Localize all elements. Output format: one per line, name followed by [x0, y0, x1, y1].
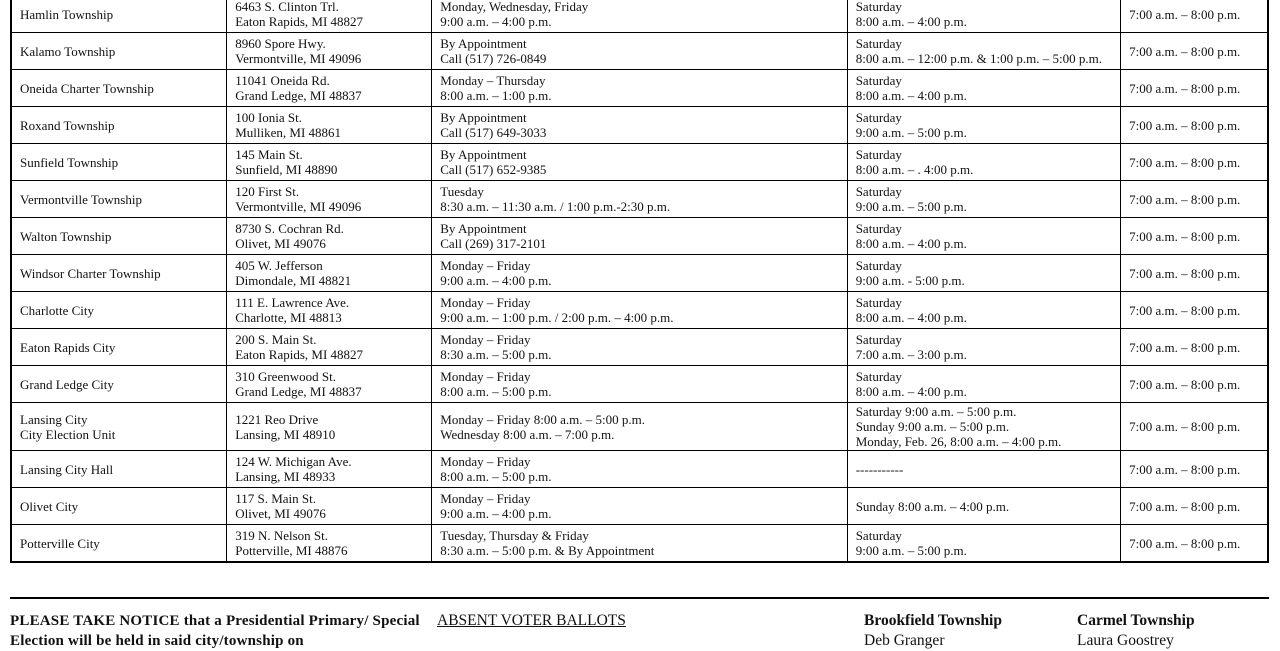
weekday-hours-line: Monday – Friday — [440, 369, 531, 384]
clerk-office-name-cell — [11, 488, 227, 525]
office-address-cell — [227, 33, 432, 70]
clerk-office-name-line: Potterville City — [20, 535, 100, 551]
election-day-hours-cell — [1121, 292, 1268, 329]
election-day-hours-cell — [1121, 181, 1268, 218]
section-divider — [10, 597, 1269, 599]
weekday-hours-cell — [432, 366, 847, 403]
election-day-hours-cell — [1121, 107, 1268, 144]
weekend-hours-cell — [847, 181, 1120, 218]
weekend-hours-line: 8:00 a.m. – 12:00 p.m. & 1:00 p.m. – 5:00 p.m. — [855, 51, 1102, 66]
weekend-hours-cell — [847, 218, 1120, 255]
weekend-hours-line: Saturday — [855, 184, 902, 199]
office-address-line: Eaton Rapids, MI 48827 — [235, 14, 364, 29]
weekday-hours-line: Monday – Friday — [440, 454, 531, 469]
office-address-cell — [227, 292, 432, 329]
weekend-hours-cell — [847, 255, 1120, 292]
office-address-line: Potterville, MI 48876 — [235, 543, 348, 558]
weekday-hours-line: 9:00 a.m. – 4:00 p.m. — [440, 273, 552, 288]
election-day-hours: 7:00 a.m. – 8:00 p.m. — [1129, 191, 1241, 207]
office-address-line: Mulliken, MI 48861 — [235, 125, 342, 140]
election-day-hours: 7:00 a.m. – 8:00 p.m. — [1129, 535, 1241, 551]
weekday-hours-line: 8:30 a.m. – 5:00 p.m. & By Appointment — [440, 543, 655, 558]
weekday-hours-cell — [432, 329, 847, 366]
weekend-hours-cell — [847, 488, 1120, 525]
weekday-hours-line: Tuesday — [440, 184, 484, 199]
election-day-hours-cell — [1121, 218, 1268, 255]
table-row — [11, 70, 1268, 107]
weekday-hours-line: Monday – Friday — [440, 491, 531, 506]
weekend-hours-line: ----------- — [855, 461, 904, 477]
weekday-hours-line: 8:30 a.m. – 11:30 a.m. / 1:00 p.m.-2:30 p.m. — [440, 199, 671, 214]
table-row — [11, 329, 1268, 366]
election-day-hours-cell — [1121, 488, 1268, 525]
office-address-line: Charlotte, MI 48813 — [235, 310, 342, 325]
weekday-hours-line: Call (517) 726-0849 — [440, 51, 547, 66]
office-address-line: Eaton Rapids, MI 48827 — [235, 347, 364, 362]
weekday-hours-cell — [432, 292, 847, 329]
table-row — [11, 107, 1268, 144]
election-day-hours: 7:00 a.m. – 8:00 p.m. — [1129, 339, 1241, 355]
office-address-line: Lansing, MI 48910 — [235, 426, 336, 442]
weekday-hours-line: Call (517) 649-3033 — [440, 125, 547, 140]
clerk-office-name-cell — [11, 255, 227, 292]
weekday-hours-line: Monday – Friday — [440, 258, 531, 273]
weekend-hours-line: Saturday — [855, 0, 902, 14]
office-address-line: 200 S. Main St. — [235, 332, 317, 347]
office-address-line: 124 W. Michigan Ave. — [235, 454, 352, 469]
clerk-office-name-cell — [11, 0, 227, 33]
office-address-line: Sunfield, MI 48890 — [235, 162, 338, 177]
weekend-hours-line: Monday, Feb. 26, 8:00 a.m. – 4:00 p.m. — [855, 434, 1062, 449]
weekend-hours-cell — [847, 403, 1120, 451]
weekend-hours-cell — [847, 144, 1120, 181]
weekday-hours-line: By Appointment — [440, 221, 527, 236]
office-address-line: 120 First St. — [235, 184, 300, 199]
weekend-hours-cell — [847, 292, 1120, 329]
clerk-office-name-line: Walton Township — [20, 228, 112, 244]
election-day-hours: 7:00 a.m. – 8:00 p.m. — [1129, 419, 1241, 434]
office-address-line: Vermontville, MI 49096 — [235, 51, 362, 66]
office-address-line: 6463 S. Clinton Trl. — [235, 0, 339, 14]
clerk-office-name-line: Grand Ledge City — [20, 376, 114, 392]
weekday-hours-line: 8:00 a.m. – 5:00 p.m. — [440, 384, 552, 399]
election-day-hours-cell — [1121, 144, 1268, 181]
clerk-office-name-cell — [11, 403, 227, 451]
table-row — [11, 451, 1268, 488]
office-address-cell — [227, 255, 432, 292]
office-address-line: 145 Main St. — [235, 147, 303, 162]
clerk-office-name-cell — [11, 366, 227, 403]
table-row — [11, 403, 1268, 451]
clerk-office-name-cell — [11, 329, 227, 366]
election-day-hours-cell — [1121, 525, 1268, 563]
clerk-name: Deb Granger — [864, 632, 945, 649]
office-address-line: 111 E. Lawrence Ave. — [235, 295, 350, 310]
weekend-hours-line: Saturday — [855, 147, 902, 162]
weekday-hours-cell — [432, 488, 847, 525]
weekend-hours-cell — [847, 33, 1120, 70]
weekend-hours-line: 9:00 a.m. – 5:00 p.m. — [855, 543, 967, 558]
weekend-hours-cell — [847, 0, 1120, 33]
weekend-hours-line: Saturday — [855, 295, 902, 310]
election-day-hours-cell — [1121, 33, 1268, 70]
weekend-hours-line: Sunday 8:00 a.m. – 4:00 p.m. — [855, 498, 1010, 514]
table-row — [11, 144, 1268, 181]
office-address-line: Grand Ledge, MI 48837 — [235, 88, 362, 103]
weekday-hours-line: Wednesday 8:00 a.m. – 7:00 p.m. — [440, 426, 615, 442]
clerk-name: Laura Goostrey — [1077, 632, 1174, 649]
clerk-office-name-line: Lansing City Hall — [20, 461, 114, 477]
voting-hours-table — [10, 0, 1269, 563]
clerk-office-name-line: Kalamo Township — [20, 43, 116, 59]
office-address-line: 11041 Oneida Rd. — [235, 73, 330, 88]
office-address-cell — [227, 451, 432, 488]
clerk-contact — [1077, 611, 1195, 651]
weekend-hours-line: Sunday 9:00 a.m. – 5:00 p.m. — [855, 419, 1010, 434]
clerk-office-name-cell — [11, 181, 227, 218]
election-day-hours-cell — [1121, 366, 1268, 403]
clerk-office-name-cell — [11, 292, 227, 329]
election-day-hours: 7:00 a.m. – 8:00 p.m. — [1129, 302, 1241, 318]
weekday-hours-line: Monday – Thursday — [440, 73, 546, 88]
table-row — [11, 366, 1268, 403]
table-row — [11, 292, 1268, 329]
clerk-office-name-line: Roxand Township — [20, 117, 115, 133]
office-address-line: Olivet, MI 49076 — [235, 506, 326, 521]
weekend-hours-line: Saturday — [855, 332, 902, 347]
table-row — [11, 255, 1268, 292]
election-day-hours: 7:00 a.m. – 8:00 p.m. — [1129, 498, 1241, 514]
office-address-cell — [227, 218, 432, 255]
weekday-hours-line: By Appointment — [440, 36, 527, 51]
weekend-hours-line: Saturday — [855, 73, 902, 88]
election-day-hours: 7:00 a.m. – 8:00 p.m. — [1129, 43, 1241, 59]
weekday-hours-cell — [432, 403, 847, 451]
weekday-hours-line: 8:00 a.m. – 1:00 p.m. — [440, 88, 552, 103]
weekday-hours-line: By Appointment — [440, 147, 527, 162]
clerk-township: Brookfield Township — [864, 612, 1002, 629]
weekend-hours-line: 8:00 a.m. – 4:00 p.m. — [855, 384, 967, 399]
table-row — [11, 218, 1268, 255]
office-address-line: 100 Ionia St. — [235, 110, 303, 125]
clerk-office-name-line: Oneida Charter Township — [20, 80, 154, 96]
office-address-line: Dimondale, MI 48821 — [235, 273, 352, 288]
weekend-hours-line: Saturday — [855, 528, 902, 543]
table-row — [11, 525, 1268, 563]
clerk-office-name-cell — [11, 218, 227, 255]
clerk-office-name-cell — [11, 33, 227, 70]
office-address-line: 8730 S. Cochran Rd. — [235, 221, 344, 236]
weekday-hours-line: By Appointment — [440, 110, 527, 125]
clerk-office-name-line: Lansing City — [20, 411, 88, 427]
office-address-line: 117 S. Main St. — [235, 491, 316, 506]
weekend-hours-cell — [847, 107, 1120, 144]
weekend-hours-line: Saturday — [855, 36, 902, 51]
clerk-office-name-line: Charlotte City — [20, 302, 95, 318]
election-day-hours-cell — [1121, 451, 1268, 488]
weekend-hours-line: 8:00 a.m. – 4:00 p.m. — [855, 88, 967, 103]
office-address-cell — [227, 525, 432, 563]
weekday-hours-line: 8:30 a.m. – 5:00 p.m. — [440, 347, 552, 362]
office-address-cell — [227, 70, 432, 107]
weekday-hours-line: Call (269) 317-2101 — [440, 236, 547, 251]
weekday-hours-line: 9:00 a.m. – 1:00 p.m. / 2:00 p.m. – 4:00 p.m. — [440, 310, 674, 325]
clerk-office-name-cell — [11, 525, 227, 563]
weekend-hours-line: 8:00 a.m. – 4:00 p.m. — [855, 310, 967, 325]
election-day-hours-cell — [1121, 255, 1268, 292]
weekday-hours-cell — [432, 525, 847, 563]
weekend-hours-cell — [847, 70, 1120, 107]
election-day-hours: 7:00 a.m. – 8:00 p.m. — [1129, 461, 1241, 477]
election-day-hours: 7:00 a.m. – 8:00 p.m. — [1129, 154, 1241, 170]
table-row — [11, 181, 1268, 218]
clerk-office-name-line: Sunfield Township — [20, 154, 119, 170]
weekend-hours-cell — [847, 329, 1120, 366]
office-address-cell — [227, 329, 432, 366]
office-address-line: 8960 Spore Hwy. — [235, 36, 326, 51]
clerk-contact — [864, 611, 1002, 651]
weekday-hours-cell — [432, 255, 847, 292]
table-row — [11, 488, 1268, 525]
weekday-hours-line: Monday – Friday — [440, 332, 531, 347]
weekend-hours-line: 7:00 a.m. – 3:00 p.m. — [855, 347, 967, 362]
election-day-hours-cell — [1121, 70, 1268, 107]
election-notice: PLEASE TAKE NOTICE that a Presidential Primary/ Special Election will be held in said city/township on — [10, 613, 420, 649]
election-day-hours: 7:00 a.m. – 8:00 p.m. — [1129, 6, 1241, 22]
weekend-hours-line: Saturday 9:00 a.m. – 5:00 p.m. — [855, 404, 1017, 419]
office-address-line: Vermontville, MI 49096 — [235, 199, 362, 214]
office-address-cell — [227, 366, 432, 403]
office-address-line: 405 W. Jefferson — [235, 258, 323, 273]
weekend-hours-line: Saturday — [855, 110, 902, 125]
election-day-hours-cell — [1121, 403, 1268, 451]
weekend-hours-cell — [847, 451, 1120, 488]
clerk-office-name-line: Hamlin Township — [20, 6, 114, 22]
weekend-hours-line: 8:00 a.m. – . 4:00 p.m. — [855, 162, 974, 177]
weekday-hours-cell — [432, 70, 847, 107]
weekend-hours-cell — [847, 525, 1120, 563]
office-address-cell — [227, 0, 432, 33]
office-address-cell — [227, 181, 432, 218]
weekend-hours-line: 8:00 a.m. – 4:00 p.m. — [855, 14, 967, 29]
weekday-hours-line: 9:00 a.m. – 4:00 p.m. — [440, 14, 552, 29]
weekend-hours-line: 8:00 a.m. – 4:00 p.m. — [855, 236, 967, 251]
election-day-hours: 7:00 a.m. – 8:00 p.m. — [1129, 376, 1241, 392]
table-row — [11, 33, 1268, 70]
clerk-office-name-cell — [11, 107, 227, 144]
office-address-line: 1221 Reo Drive — [235, 411, 319, 427]
election-day-hours-cell — [1121, 0, 1268, 33]
office-address-line: Lansing, MI 48933 — [235, 469, 336, 484]
weekend-hours-line: 9:00 a.m. – 5:00 p.m. — [855, 125, 967, 140]
office-address-line: Grand Ledge, MI 48837 — [235, 384, 362, 399]
weekday-hours-line: Monday – Friday 8:00 a.m. – 5:00 p.m. — [440, 411, 646, 427]
election-day-hours: 7:00 a.m. – 8:00 p.m. — [1129, 80, 1241, 96]
office-address-cell — [227, 403, 432, 451]
weekday-hours-cell — [432, 218, 847, 255]
weekday-hours-line: Call (517) 652-9385 — [440, 162, 547, 177]
weekend-hours-line: 9:00 a.m. - 5:00 p.m. — [855, 273, 965, 288]
weekday-hours-cell — [432, 181, 847, 218]
clerk-office-name-line: City Election Unit — [20, 426, 116, 442]
absent-voter-heading: ABSENT VOTER BALLOTS — [437, 612, 626, 629]
election-day-hours: 7:00 a.m. – 8:00 p.m. — [1129, 117, 1241, 133]
table-row — [11, 0, 1268, 33]
weekday-hours-line: 9:00 a.m. – 4:00 p.m. — [440, 506, 552, 521]
weekday-hours-line: Monday, Wednesday, Friday — [440, 0, 589, 14]
clerk-office-name-line: Olivet City — [20, 498, 79, 514]
office-address-cell — [227, 488, 432, 525]
weekend-hours-line: 9:00 a.m. – 5:00 p.m. — [855, 199, 967, 214]
weekend-hours-cell — [847, 366, 1120, 403]
election-day-hours: 7:00 a.m. – 8:00 p.m. — [1129, 228, 1241, 244]
election-day-hours: 7:00 a.m. – 8:00 p.m. — [1129, 265, 1241, 281]
weekday-hours-line: Monday – Friday — [440, 295, 531, 310]
clerk-office-name-cell — [11, 70, 227, 107]
weekday-hours-cell — [432, 0, 847, 33]
weekday-hours-cell — [432, 107, 847, 144]
weekend-hours-line: Saturday — [855, 221, 902, 236]
office-address-line: 319 N. Nelson St. — [235, 528, 329, 543]
weekday-hours-cell — [432, 33, 847, 70]
weekend-hours-line: Saturday — [855, 258, 902, 273]
office-address-line: Olivet, MI 49076 — [235, 236, 326, 251]
weekday-hours-cell — [432, 451, 847, 488]
clerk-office-name-cell — [11, 144, 227, 181]
weekend-hours-line: Saturday — [855, 369, 902, 384]
office-address-cell — [227, 107, 432, 144]
clerk-township: Carmel Township — [1077, 612, 1195, 629]
clerk-office-name-line: Windsor Charter Township — [20, 265, 161, 281]
weekday-hours-line: Tuesday, Thursday & Friday — [440, 528, 589, 543]
office-address-line: 310 Greenwood St. — [235, 369, 336, 384]
weekday-hours-line: 8:00 a.m. – 5:00 p.m. — [440, 469, 552, 484]
clerk-office-name-line: Eaton Rapids City — [20, 339, 116, 355]
office-address-cell — [227, 144, 432, 181]
weekday-hours-cell — [432, 144, 847, 181]
clerk-office-name-cell — [11, 451, 227, 488]
election-day-hours-cell — [1121, 329, 1268, 366]
clerk-office-name-line: Vermontville Township — [20, 191, 142, 207]
